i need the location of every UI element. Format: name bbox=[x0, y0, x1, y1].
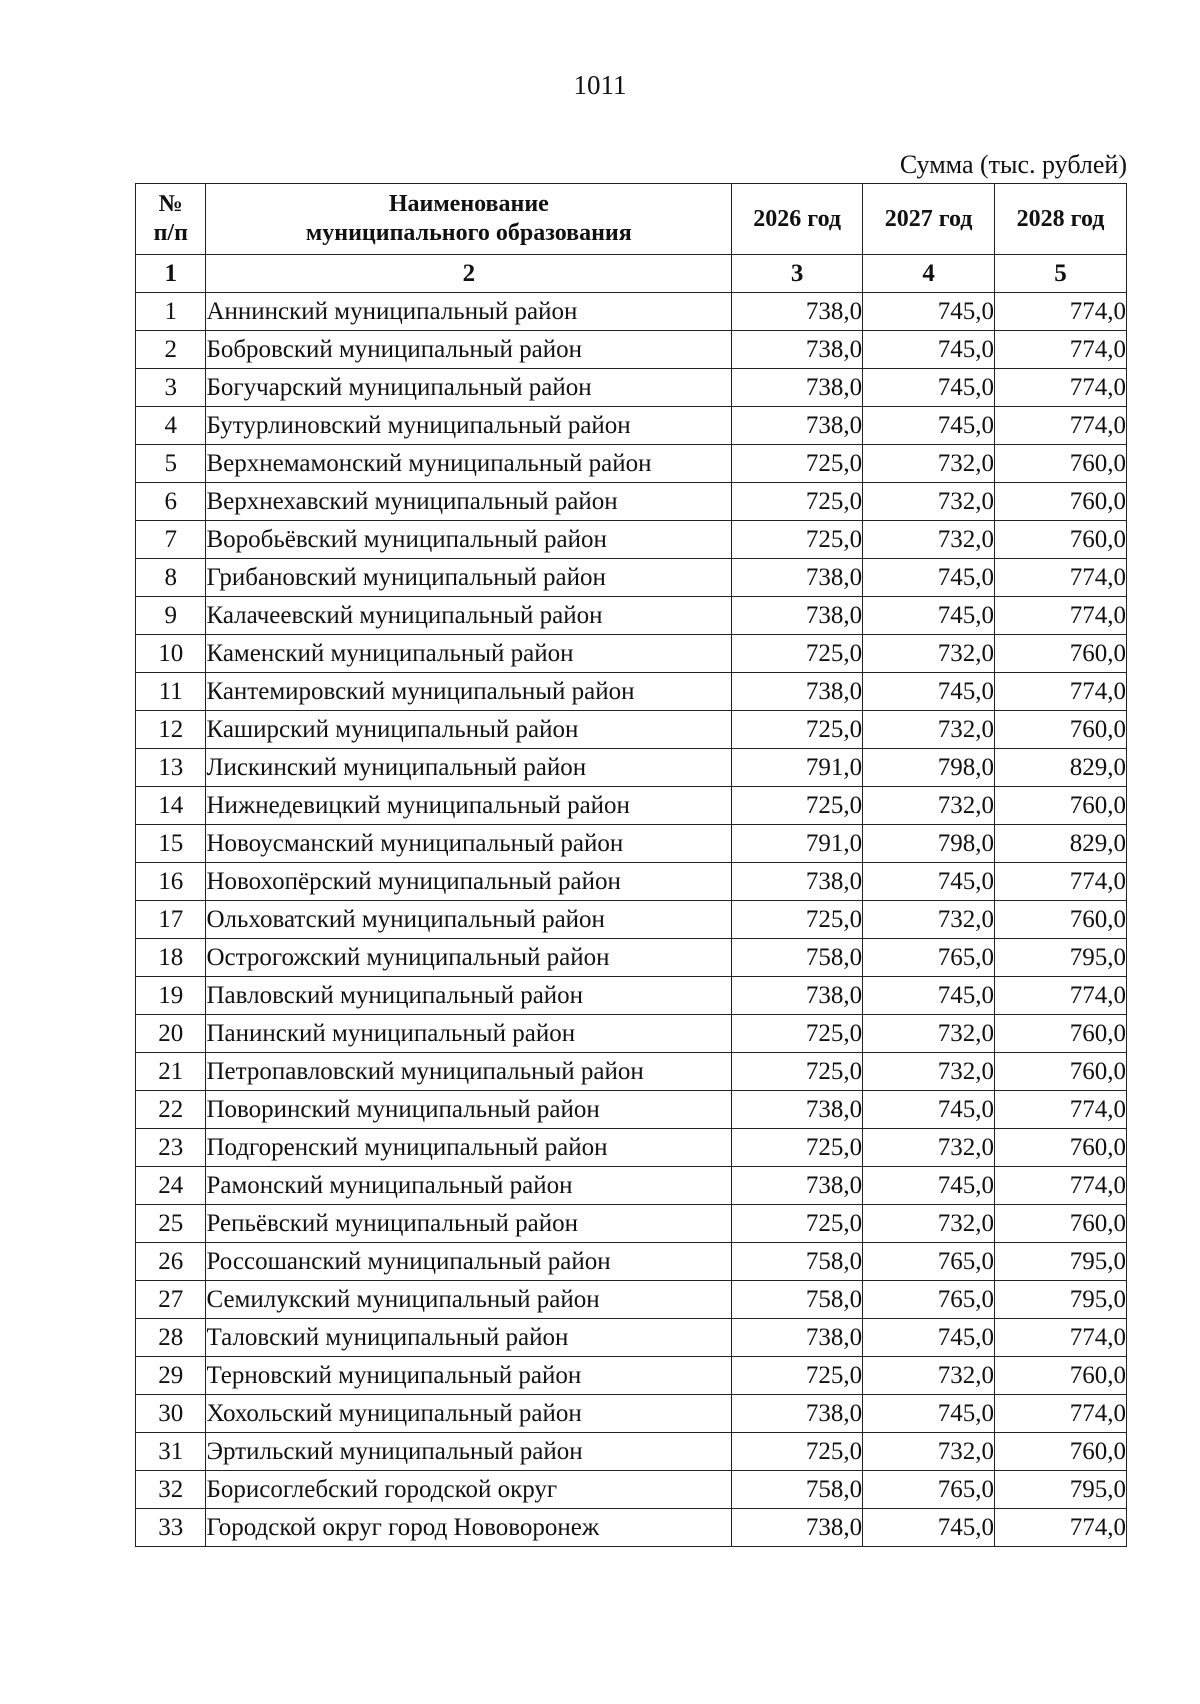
amount-2028: 774,0 bbox=[995, 293, 1127, 331]
budget-table bbox=[135, 183, 1127, 1547]
amount-2026: 725,0 bbox=[732, 1433, 863, 1471]
municipality-name: Эртильский муниципальный район bbox=[206, 1433, 732, 1471]
table-row bbox=[136, 1167, 1127, 1205]
municipality-name: Нижнедевицкий муниципальный район bbox=[206, 787, 732, 825]
amount-2027: 745,0 bbox=[863, 1319, 995, 1357]
amount-2027: 732,0 bbox=[863, 711, 995, 749]
row-number: 16 bbox=[136, 863, 206, 901]
municipality-name: Каширский муниципальный район bbox=[206, 711, 732, 749]
amount-2027: 745,0 bbox=[863, 1395, 995, 1433]
amount-2027: 732,0 bbox=[863, 1129, 995, 1167]
table-row bbox=[136, 1053, 1127, 1091]
amount-2026: 738,0 bbox=[732, 863, 863, 901]
amount-2026: 758,0 bbox=[732, 1243, 863, 1281]
header-name-line2: муниципального образования bbox=[305, 220, 632, 246]
amount-2028: 829,0 bbox=[995, 825, 1127, 863]
amount-2026: 738,0 bbox=[732, 1319, 863, 1357]
table-row bbox=[136, 1357, 1127, 1395]
municipality-name: Аннинский муниципальный район bbox=[206, 293, 732, 331]
amount-2026: 725,0 bbox=[732, 1357, 863, 1395]
amount-2028: 760,0 bbox=[995, 521, 1127, 559]
table-row bbox=[136, 787, 1127, 825]
amount-2026: 738,0 bbox=[732, 407, 863, 445]
row-number: 32 bbox=[136, 1471, 206, 1509]
amount-2027: 745,0 bbox=[863, 369, 995, 407]
municipality-name: Богучарский муниципальный район bbox=[206, 369, 732, 407]
municipality-name: Подгоренский муниципальный район bbox=[206, 1129, 732, 1167]
amount-2027: 765,0 bbox=[863, 1281, 995, 1319]
municipality-name: Каменский муниципальный район bbox=[206, 635, 732, 673]
amount-2028: 795,0 bbox=[995, 1471, 1127, 1509]
municipality-name: Рамонский муниципальный район bbox=[206, 1167, 732, 1205]
amount-2026: 738,0 bbox=[732, 369, 863, 407]
amount-2027: 745,0 bbox=[863, 1091, 995, 1129]
row-number: 29 bbox=[136, 1357, 206, 1395]
column-number-row bbox=[136, 255, 1127, 293]
column-number: 1 bbox=[136, 255, 206, 293]
municipality-name: Грибановский муниципальный район bbox=[206, 559, 732, 597]
header-2027: 2027 год bbox=[863, 184, 995, 255]
row-number: 9 bbox=[136, 597, 206, 635]
municipality-name: Верхнемамонский муниципальный район bbox=[206, 445, 732, 483]
row-number: 5 bbox=[136, 445, 206, 483]
amount-2026: 738,0 bbox=[732, 331, 863, 369]
row-number: 1 bbox=[136, 293, 206, 331]
amount-2028: 774,0 bbox=[995, 559, 1127, 597]
amount-2027: 732,0 bbox=[863, 445, 995, 483]
amount-2027: 745,0 bbox=[863, 977, 995, 1015]
table-row bbox=[136, 483, 1127, 521]
amount-2026: 725,0 bbox=[732, 1053, 863, 1091]
table-row bbox=[136, 293, 1127, 331]
amount-2028: 760,0 bbox=[995, 635, 1127, 673]
amount-2028: 774,0 bbox=[995, 331, 1127, 369]
table-row bbox=[136, 711, 1127, 749]
row-number: 31 bbox=[136, 1433, 206, 1471]
amount-2026: 758,0 bbox=[732, 1471, 863, 1509]
amount-2026: 738,0 bbox=[732, 977, 863, 1015]
table-row bbox=[136, 1319, 1127, 1357]
municipality-name: Павловский муниципальный район bbox=[206, 977, 732, 1015]
amount-2028: 760,0 bbox=[995, 1433, 1127, 1471]
amount-2026: 758,0 bbox=[732, 939, 863, 977]
row-number: 13 bbox=[136, 749, 206, 787]
table-row bbox=[136, 1243, 1127, 1281]
table-row bbox=[136, 1281, 1127, 1319]
amount-2027: 732,0 bbox=[863, 635, 995, 673]
table-row bbox=[136, 597, 1127, 635]
table-row bbox=[136, 1205, 1127, 1243]
table-row bbox=[136, 559, 1127, 597]
municipality-name: Таловский муниципальный район bbox=[206, 1319, 732, 1357]
row-number: 3 bbox=[136, 369, 206, 407]
amount-2028: 760,0 bbox=[995, 1129, 1127, 1167]
municipality-name: Калачеевский муниципальный район bbox=[206, 597, 732, 635]
row-number: 7 bbox=[136, 521, 206, 559]
municipality-name: Новохопёрский муниципальный район bbox=[206, 863, 732, 901]
table-row bbox=[136, 939, 1127, 977]
header-2028: 2028 год bbox=[995, 184, 1127, 255]
amount-2028: 760,0 bbox=[995, 1357, 1127, 1395]
row-number: 10 bbox=[136, 635, 206, 673]
municipality-name: Верхнехавский муниципальный район bbox=[206, 483, 732, 521]
row-number: 11 bbox=[136, 673, 206, 711]
amount-2027: 745,0 bbox=[863, 597, 995, 635]
amount-2027: 798,0 bbox=[863, 749, 995, 787]
row-number: 4 bbox=[136, 407, 206, 445]
row-number: 8 bbox=[136, 559, 206, 597]
amount-2027: 745,0 bbox=[863, 559, 995, 597]
amount-2026: 725,0 bbox=[732, 1129, 863, 1167]
amount-2027: 798,0 bbox=[863, 825, 995, 863]
amount-2026: 725,0 bbox=[732, 1015, 863, 1053]
amount-2026: 738,0 bbox=[732, 1395, 863, 1433]
municipality-name: Борисоглебский городской округ bbox=[206, 1471, 732, 1509]
table-row bbox=[136, 521, 1127, 559]
page-number: 1011 bbox=[573, 70, 627, 100]
units-note: Сумма (тыс. рублей) bbox=[899, 150, 1127, 179]
amount-2027: 732,0 bbox=[863, 1433, 995, 1471]
row-number: 28 bbox=[136, 1319, 206, 1357]
amount-2028: 795,0 bbox=[995, 939, 1127, 977]
amount-2027: 765,0 bbox=[863, 1243, 995, 1281]
amount-2026: 738,0 bbox=[732, 597, 863, 635]
table-row bbox=[136, 901, 1127, 939]
row-number: 20 bbox=[136, 1015, 206, 1053]
header-number bbox=[136, 184, 206, 255]
header-name-line1: Наименование bbox=[388, 191, 549, 218]
table-row bbox=[136, 749, 1127, 787]
municipality-name: Острогожский муниципальный район bbox=[206, 939, 732, 977]
amount-2028: 760,0 bbox=[995, 445, 1127, 483]
table-row bbox=[136, 369, 1127, 407]
amount-2026: 738,0 bbox=[732, 293, 863, 331]
row-number: 19 bbox=[136, 977, 206, 1015]
table-row bbox=[136, 977, 1127, 1015]
amount-2027: 732,0 bbox=[863, 1205, 995, 1243]
amount-2027: 732,0 bbox=[863, 1053, 995, 1091]
table-row bbox=[136, 331, 1127, 369]
amount-2028: 760,0 bbox=[995, 1205, 1127, 1243]
amount-2028: 760,0 bbox=[995, 1053, 1127, 1091]
municipality-name: Кантемировский муниципальный район bbox=[206, 673, 732, 711]
header-name bbox=[206, 184, 732, 255]
amount-2028: 774,0 bbox=[995, 1509, 1127, 1547]
municipality-name: Ольховатский муниципальный район bbox=[206, 901, 732, 939]
amount-2026: 725,0 bbox=[732, 1205, 863, 1243]
table-row bbox=[136, 1509, 1127, 1547]
amount-2028: 774,0 bbox=[995, 369, 1127, 407]
amount-2028: 774,0 bbox=[995, 597, 1127, 635]
row-number: 18 bbox=[136, 939, 206, 977]
column-number: 4 bbox=[863, 255, 995, 293]
amount-2028: 760,0 bbox=[995, 711, 1127, 749]
amount-2028: 774,0 bbox=[995, 977, 1127, 1015]
table-row bbox=[136, 825, 1127, 863]
amount-2027: 745,0 bbox=[863, 1509, 995, 1547]
amount-2028: 774,0 bbox=[995, 407, 1127, 445]
row-number: 14 bbox=[136, 787, 206, 825]
table-header-row bbox=[136, 184, 1127, 255]
table-row bbox=[136, 1471, 1127, 1509]
amount-2027: 745,0 bbox=[863, 863, 995, 901]
municipality-name: Поворинский муниципальный район bbox=[206, 1091, 732, 1129]
amount-2028: 774,0 bbox=[995, 1091, 1127, 1129]
table-row bbox=[136, 1433, 1127, 1471]
table-row bbox=[136, 1015, 1127, 1053]
amount-2027: 732,0 bbox=[863, 787, 995, 825]
table-body bbox=[136, 293, 1127, 1547]
amount-2026: 791,0 bbox=[732, 749, 863, 787]
row-number: 24 bbox=[136, 1167, 206, 1205]
municipality-name: Петропавловский муниципальный район bbox=[206, 1053, 732, 1091]
amount-2027: 745,0 bbox=[863, 407, 995, 445]
table-row bbox=[136, 1091, 1127, 1129]
amount-2027: 745,0 bbox=[863, 293, 995, 331]
amount-2027: 732,0 bbox=[863, 1015, 995, 1053]
amount-2028: 774,0 bbox=[995, 1167, 1127, 1205]
amount-2027: 732,0 bbox=[863, 521, 995, 559]
amount-2028: 760,0 bbox=[995, 901, 1127, 939]
column-number: 3 bbox=[732, 255, 863, 293]
amount-2028: 829,0 bbox=[995, 749, 1127, 787]
row-number: 27 bbox=[136, 1281, 206, 1319]
amount-2028: 760,0 bbox=[995, 787, 1127, 825]
municipality-name: Хохольский муниципальный район bbox=[206, 1395, 732, 1433]
municipality-name: Бобровский муниципальный район bbox=[206, 331, 732, 369]
amount-2028: 760,0 bbox=[995, 483, 1127, 521]
amount-2028: 774,0 bbox=[995, 673, 1127, 711]
row-number: 21 bbox=[136, 1053, 206, 1091]
municipality-name: Новоусманский муниципальный район bbox=[206, 825, 732, 863]
column-number: 2 bbox=[206, 255, 732, 293]
row-number: 6 bbox=[136, 483, 206, 521]
table-row bbox=[136, 1395, 1127, 1433]
amount-2026: 738,0 bbox=[732, 673, 863, 711]
amount-2026: 725,0 bbox=[732, 711, 863, 749]
amount-2026: 725,0 bbox=[732, 521, 863, 559]
amount-2026: 725,0 bbox=[732, 483, 863, 521]
municipality-name: Терновский муниципальный район bbox=[206, 1357, 732, 1395]
amount-2026: 738,0 bbox=[732, 1091, 863, 1129]
amount-2026: 725,0 bbox=[732, 787, 863, 825]
row-number: 12 bbox=[136, 711, 206, 749]
amount-2026: 738,0 bbox=[732, 1167, 863, 1205]
amount-2026: 738,0 bbox=[732, 1509, 863, 1547]
row-number: 2 bbox=[136, 331, 206, 369]
amount-2027: 765,0 bbox=[863, 939, 995, 977]
amount-2026: 725,0 bbox=[732, 445, 863, 483]
amount-2026: 725,0 bbox=[732, 901, 863, 939]
amount-2027: 732,0 bbox=[863, 901, 995, 939]
table-row bbox=[136, 445, 1127, 483]
table-row bbox=[136, 1129, 1127, 1167]
amount-2026: 725,0 bbox=[732, 635, 863, 673]
amount-2027: 745,0 bbox=[863, 673, 995, 711]
header-2026: 2026 год bbox=[732, 184, 863, 255]
row-number: 26 bbox=[136, 1243, 206, 1281]
amount-2027: 732,0 bbox=[863, 1357, 995, 1395]
amount-2026: 791,0 bbox=[732, 825, 863, 863]
table-row bbox=[136, 863, 1127, 901]
table-row bbox=[136, 407, 1127, 445]
row-number: 22 bbox=[136, 1091, 206, 1129]
amount-2026: 738,0 bbox=[732, 559, 863, 597]
amount-2027: 745,0 bbox=[863, 331, 995, 369]
municipality-name: Воробьёвский муниципальный район bbox=[206, 521, 732, 559]
amount-2028: 774,0 bbox=[995, 1319, 1127, 1357]
amount-2027: 732,0 bbox=[863, 483, 995, 521]
header-number-line2: п/п bbox=[153, 220, 188, 246]
amount-2027: 745,0 bbox=[863, 1167, 995, 1205]
amount-2027: 765,0 bbox=[863, 1471, 995, 1509]
municipality-name: Бутурлиновский муниципальный район bbox=[206, 407, 732, 445]
municipality-name: Репьёвский муниципальный район bbox=[206, 1205, 732, 1243]
amount-2028: 795,0 bbox=[995, 1243, 1127, 1281]
row-number: 30 bbox=[136, 1395, 206, 1433]
amount-2028: 795,0 bbox=[995, 1281, 1127, 1319]
row-number: 23 bbox=[136, 1129, 206, 1167]
row-number: 15 bbox=[136, 825, 206, 863]
row-number: 33 bbox=[136, 1509, 206, 1547]
row-number: 17 bbox=[136, 901, 206, 939]
amount-2028: 774,0 bbox=[995, 1395, 1127, 1433]
municipality-name: Лискинский муниципальный район bbox=[206, 749, 732, 787]
amount-2028: 774,0 bbox=[995, 863, 1127, 901]
municipality-name: Городской округ город Нововоронеж bbox=[206, 1509, 732, 1547]
row-number: 25 bbox=[136, 1205, 206, 1243]
table-row bbox=[136, 635, 1127, 673]
column-number: 5 bbox=[995, 255, 1127, 293]
amount-2026: 758,0 bbox=[732, 1281, 863, 1319]
amount-2028: 760,0 bbox=[995, 1015, 1127, 1053]
municipality-name: Панинский муниципальный район bbox=[206, 1015, 732, 1053]
table-row bbox=[136, 673, 1127, 711]
municipality-name: Семилукский муниципальный район bbox=[206, 1281, 732, 1319]
municipality-name: Россошанский муниципальный район bbox=[206, 1243, 732, 1281]
header-number-line1: № bbox=[158, 191, 183, 218]
